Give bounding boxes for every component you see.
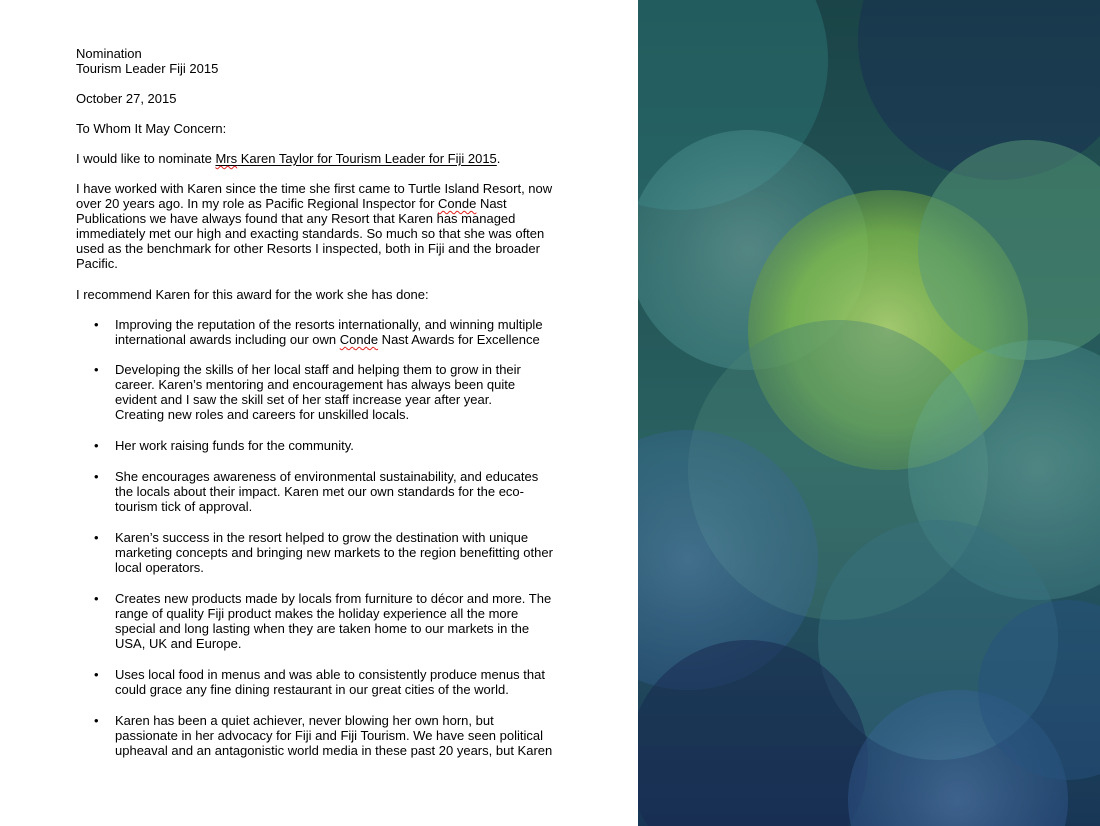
letter-heading-line2: Tourism Leader Fiji 2015 xyxy=(76,61,219,76)
bullet-marker: • xyxy=(94,362,99,377)
nomination-end: . xyxy=(496,151,501,166)
bullet-line: marketing concepts and bringing new markets to the region benefitting other xyxy=(115,545,553,560)
nomination-underlined xyxy=(215,151,496,166)
spelling-flag-conde: Conde xyxy=(339,332,379,347)
intro-line xyxy=(76,196,507,211)
abstract-circles-artwork xyxy=(638,0,1100,826)
bullet-marker: • xyxy=(94,317,99,332)
bullet-line: Improving the reputation of the resorts internationally, and winning multiple xyxy=(115,317,543,332)
bullet-line: Creating new roles and careers for unskilled locals. xyxy=(115,407,410,422)
bullet-line: local operators. xyxy=(115,560,204,575)
intro-line: immediately met our high and exacting standards. So much so that she was often xyxy=(76,226,545,241)
intro-text: over 20 years ago. In my role as Pacific Regional Inspector for xyxy=(76,196,439,211)
bullet-marker: • xyxy=(94,591,99,606)
bullet-marker: • xyxy=(94,667,99,682)
bullet-line: She encourages awareness of environmental sustainability, and educates xyxy=(115,469,539,484)
intro-line: used as the benchmark for other Resorts I inspected, both in Fiji and the broader xyxy=(76,241,540,256)
nomination-prefix: I would like to nominate xyxy=(76,151,216,166)
spelling-flag-conde: Conde xyxy=(438,196,477,211)
bullet-line: Her work raising funds for the community. xyxy=(115,438,354,453)
bullet-line xyxy=(115,332,540,347)
letter-date: October 27, 2015 xyxy=(76,91,177,106)
bullet-line: USA, UK and Europe. xyxy=(115,636,242,651)
bullet-line: the locals about their impact. Karen met our own standards for the eco- xyxy=(115,484,524,499)
bullet-line: Karen has been a quiet achiever, never blowing her own horn, but xyxy=(115,713,494,728)
bullet-line: upheaval and an antagonistic world media in these past 20 years, but Karen xyxy=(115,743,553,758)
letter-salutation: To Whom It May Concern: xyxy=(76,121,227,136)
recommend-line: I recommend Karen for this award for the work she has done: xyxy=(76,287,429,302)
bullet-line: special and long lasting when they are taken home to our markets in the xyxy=(115,621,530,636)
nomination-name: Karen Taylor for Tourism Leader for Fiji 2015 xyxy=(237,151,497,166)
artwork-shade xyxy=(638,0,1100,826)
intro-line: Pacific. xyxy=(76,256,118,271)
bullet-text: Nast Awards for Excellence xyxy=(378,332,540,347)
bullet-marker: • xyxy=(94,438,99,453)
bullet-marker: • xyxy=(94,713,99,728)
bullet-marker: • xyxy=(94,469,99,484)
abstract-artwork-panel xyxy=(638,0,1100,826)
bullet-line: Creates new products made by locals from furniture to décor and more. The xyxy=(115,591,552,606)
nomination-sentence xyxy=(76,151,500,166)
bullet-marker: • xyxy=(94,530,99,545)
intro-line: I have worked with Karen since the time she first came to Turtle Island Resort, now xyxy=(76,181,553,196)
bullet-line: Uses local food in menus and was able to consistently produce menus that xyxy=(115,667,545,682)
bullet-line: passionate in her advocacy for Fiji and Fiji Tourism. We have seen political xyxy=(115,728,544,743)
intro-text: Nast xyxy=(476,196,507,211)
bullet-line: Karen’s success in the resort helped to grow the destination with unique xyxy=(115,530,529,545)
bullet-line: tourism tick of approval. xyxy=(115,499,253,514)
bullet-line: career. Karen’s mentoring and encouragement has always been quite xyxy=(115,377,516,392)
bullet-line: range of quality Fiji product makes the holiday experience all the more xyxy=(115,606,519,621)
spelling-flag-mrs: Mrs xyxy=(215,151,238,166)
bullet-line: Developing the skills of her local staff and helping them to grow in their xyxy=(115,362,521,377)
bullet-line: evident and I saw the skill set of her staff increase year after year. xyxy=(115,392,492,407)
bullet-text: international awards including our own xyxy=(115,332,340,347)
letter-heading-line1: Nomination xyxy=(76,46,142,61)
intro-line: Publications we have always found that any Resort that Karen has managed xyxy=(76,211,516,226)
bullet-line: could grace any fine dining restaurant in our great cities of the world. xyxy=(115,682,509,697)
